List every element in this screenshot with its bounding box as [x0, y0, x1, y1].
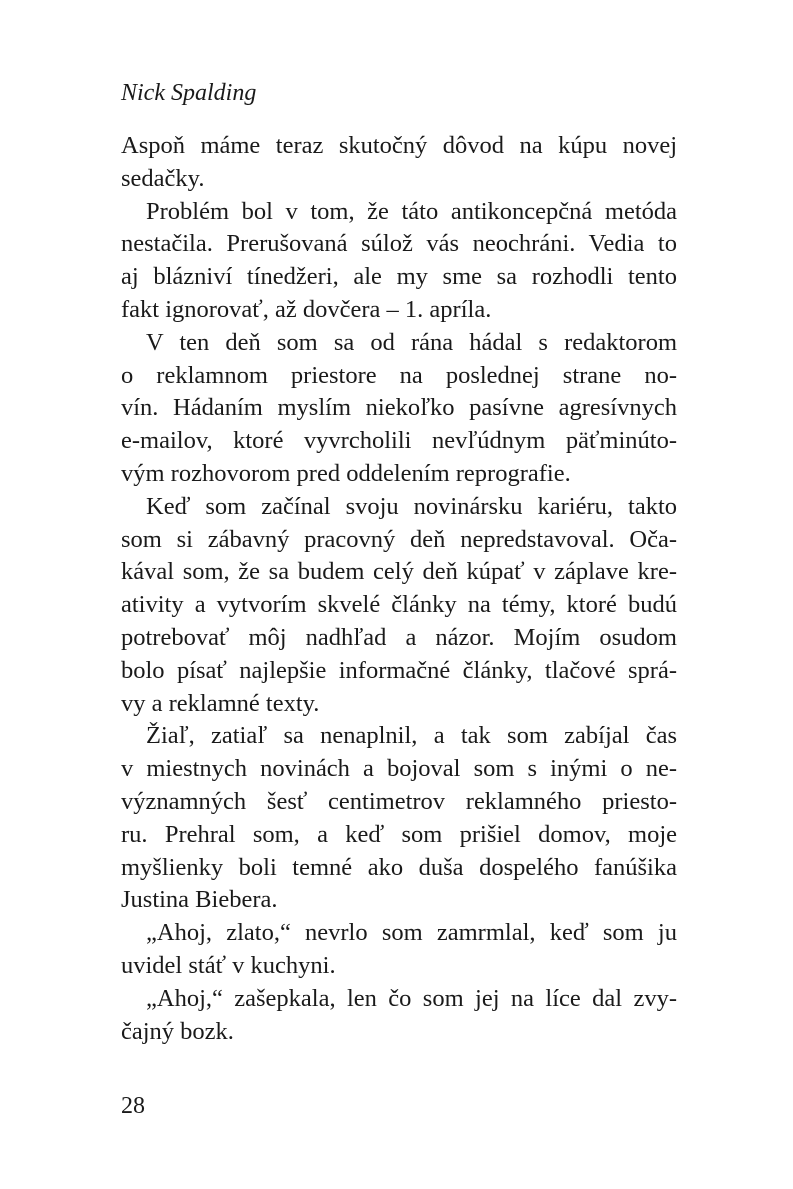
text-line: vín. Hádaním myslím niekoľko pasívne agresívnych: [121, 394, 677, 422]
page-number: 28: [121, 1093, 145, 1119]
text-line: vým rozhovorom pred oddelením reprografie.: [121, 459, 571, 487]
text-line: nestačila. Prerušovaná súlož vás neochráni. Vedia to: [121, 230, 677, 258]
text-line: ru. Prehral som, a keď som prišiel domov, moje: [121, 820, 677, 848]
text-line: kával som, že sa budem celý deň kúpať v záplave kre-: [121, 558, 677, 586]
paragraph: [121, 130, 677, 196]
text-line: uvidel stáť v kuchyni.: [121, 951, 336, 979]
text-line: o reklamnom priestore na poslednej strane no-: [121, 361, 677, 389]
paragraph: [121, 720, 677, 917]
text-line: Problém bol v tom, že táto antikoncepčná metóda: [146, 197, 677, 225]
text-line: v miestnych novinách a bojoval som s inými o ne-: [121, 755, 677, 783]
running-head-author: Nick Spalding: [121, 80, 257, 106]
text-line: „Ahoj, zlato,“ nevrlo som zamrmlal, keď som ju: [146, 919, 677, 947]
text-line: bolo písať najlepšie informačné články, tlačové sprá-: [121, 656, 677, 684]
paragraph: [121, 983, 677, 1049]
text-line: V ten deň som sa od rána hádal s redaktorom: [146, 328, 677, 356]
text-line: sedačky.: [121, 164, 205, 192]
text-line: Žiaľ, zatiaľ sa nenaplnil, a tak som zabíjal čas: [146, 722, 677, 750]
text-line: potrebovať môj nadhľad a názor. Mojím osudom: [121, 623, 677, 651]
paragraph: [121, 491, 677, 721]
text-line: fakt ignorovať, až dovčera – 1. apríla.: [121, 295, 492, 323]
body-text: [121, 130, 677, 1048]
text-line: som si zábavný pracovný deň nepredstavoval. Oča-: [121, 525, 677, 553]
text-line: Aspoň máme teraz skutočný dôvod na kúpu novej: [121, 132, 677, 159]
text-line: Justina Biebera.: [121, 886, 278, 914]
paragraph: [121, 196, 677, 327]
text-line: významných šesť centimetrov reklamného priesto-: [121, 787, 677, 815]
text-line: „Ahoj,“ zašepkala, len čo som jej na líce dal zvy-: [146, 984, 677, 1012]
text-line: e-mailov, ktoré vyvrcholili nevľúdnym päťminúto-: [121, 427, 677, 455]
paragraph: [121, 917, 677, 983]
text-line: čajný bozk.: [121, 1017, 234, 1045]
text-line: ativity a vytvorím skvelé články na témy, ktoré budú: [121, 591, 677, 619]
text-line: myšlienky boli temné ako duša dospelého fanúšika: [121, 853, 677, 881]
text-line: vy a reklamné texty.: [121, 689, 320, 717]
text-line: aj blázniví tínedžeri, ale my sme sa rozhodli tento: [121, 263, 677, 291]
paragraph: [121, 327, 677, 491]
text-line: Keď som začínal svoju novinársku kariéru, takto: [146, 492, 677, 520]
